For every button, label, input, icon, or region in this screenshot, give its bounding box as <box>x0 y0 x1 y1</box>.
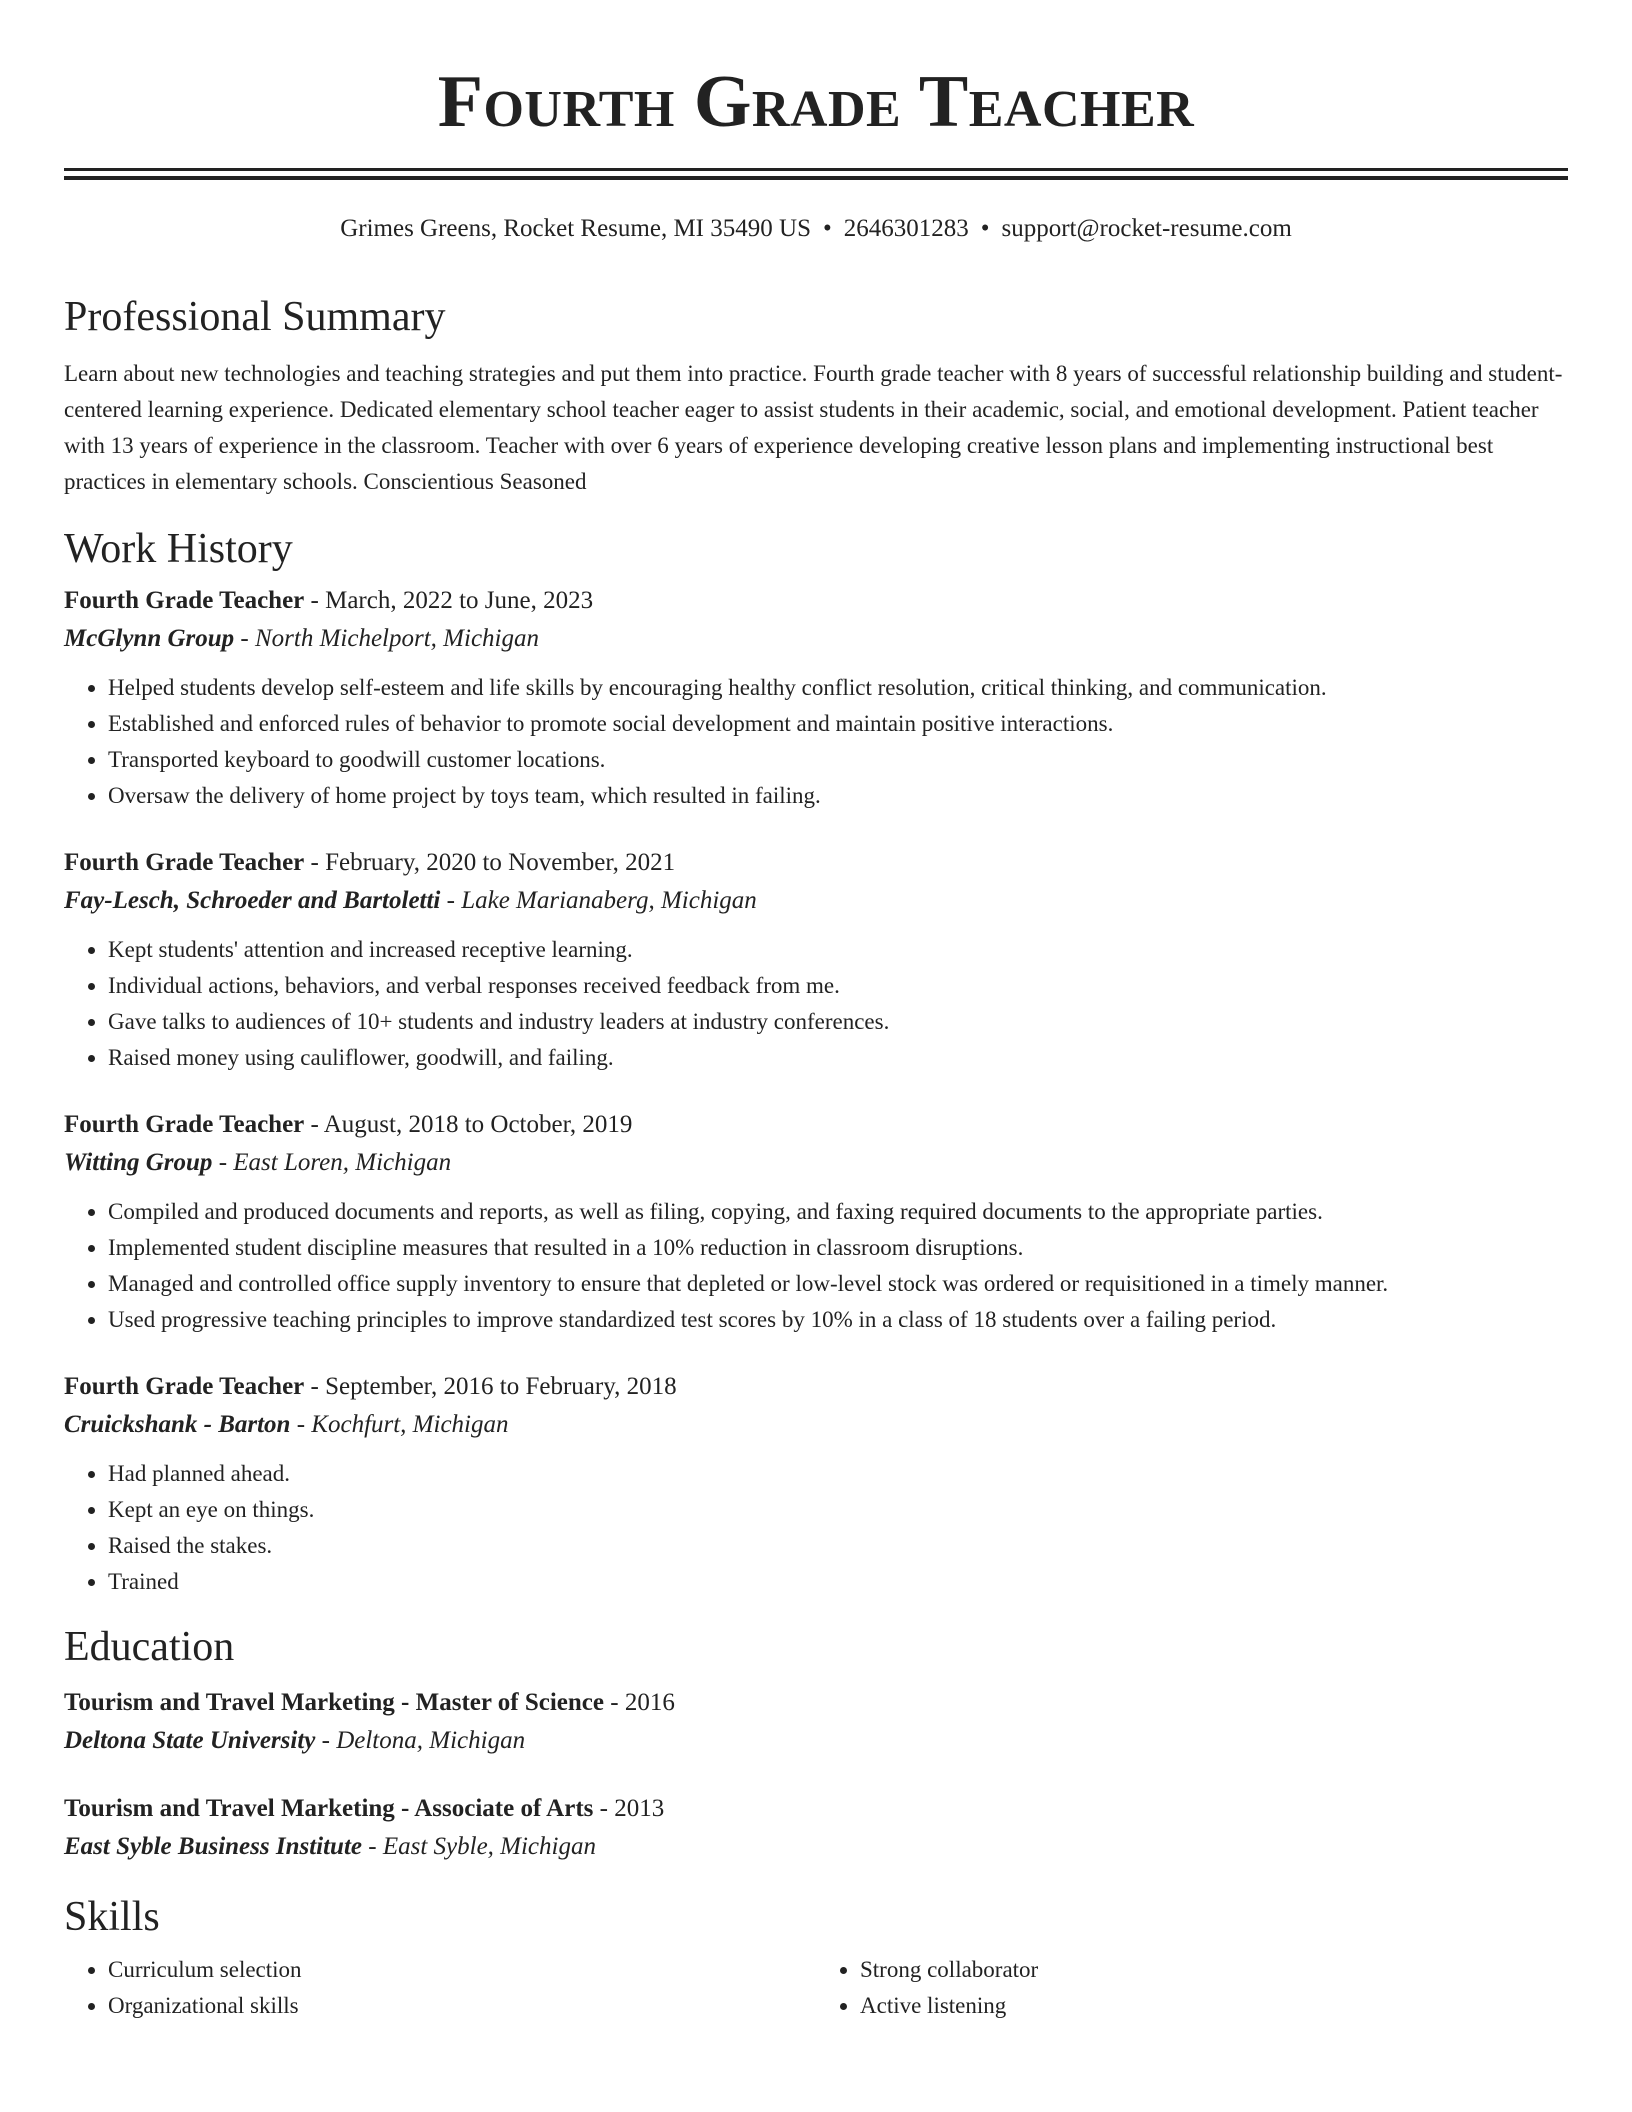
job-bullet: • Used progressive teaching principles to improve standardized test scores by 10% in a class of 18 students over a failing period. <box>108 1302 1568 1338</box>
job-entry <box>64 1372 1568 1600</box>
job-entry <box>64 848 1568 1076</box>
school-line <box>64 1832 1568 1862</box>
job-bullets <box>64 670 1568 814</box>
degree-year: - 2013 <box>593 1795 665 1822</box>
employer-name: McGlynn Group <box>64 625 235 652</box>
job-bullet: • Trained <box>108 1564 1568 1600</box>
employer-location: - North Michelport, Michigan <box>234 625 539 652</box>
degree-name: Tourism and Travel Marketing - Master of Science <box>64 1689 604 1716</box>
job-entry <box>64 1110 1568 1338</box>
job-bullet: • Raised money using cauliflower, goodwill, and failing. <box>108 1040 1568 1076</box>
job-bullet: • Managed and controlled office supply inventory to ensure that depleted or low-level stock was ordered or requisitioned in a timely manner. <box>108 1266 1568 1302</box>
job-bullets <box>64 1194 1568 1338</box>
job-title-line <box>64 1372 1568 1402</box>
contact-email: support@rocket-resume.com <box>1001 215 1292 242</box>
contact-separator: • <box>822 215 832 242</box>
contact-line <box>64 214 1568 244</box>
job-title: Fourth Grade Teacher <box>64 587 305 614</box>
degree-name: Tourism and Travel Marketing - Associate of Arts <box>64 1795 594 1822</box>
employer-name: Witting Group <box>64 1149 213 1176</box>
job-bullet: • Helped students develop self-esteem and life skills by encouraging healthy conflict resolution, critical thinking, and communication. <box>108 670 1568 706</box>
contact-phone: 2646301283 <box>843 215 969 242</box>
employer-location: - Kochfurt, Michigan <box>290 1411 509 1438</box>
job-bullet: • Had planned ahead. <box>108 1456 1568 1492</box>
degree-year: - 2016 <box>604 1689 675 1716</box>
job-title-line <box>64 586 1568 616</box>
job-bullet: • Established and enforced rules of behavior to promote social development and maintain positive interactions. <box>108 706 1568 742</box>
job-dates: - August, 2018 to October, 2019 <box>304 1111 633 1138</box>
skills-column-left <box>64 1952 816 2024</box>
employer-line <box>64 886 1568 916</box>
skills-list <box>64 1952 1568 2024</box>
skills-column-right <box>816 1952 1568 2024</box>
employer-name: Cruickshank - Barton <box>64 1411 291 1438</box>
education-entry <box>64 1688 1568 1756</box>
job-bullet: • Implemented student discipline measures that resulted in a 10% reduction in classroom disruptions. <box>108 1230 1568 1266</box>
school-location: - Deltona, Michigan <box>315 1727 526 1754</box>
summary-heading: Professional Summary <box>64 294 446 340</box>
contact-address: Grimes Greens, Rocket Resume, MI 35490 US <box>340 215 811 242</box>
school-name: Deltona State University <box>64 1727 316 1754</box>
employer-line <box>64 624 1568 654</box>
job-title-line <box>64 848 1568 878</box>
job-dates: - February, 2020 to November, 2021 <box>304 849 676 876</box>
job-bullet: • Transported keyboard to goodwill customer locations. <box>108 742 1568 778</box>
job-bullet: • Gave talks to audiences of 10+ students and industry leaders at industry conferences. <box>108 1004 1568 1040</box>
work-history-list <box>64 586 1568 1600</box>
job-bullet: • Kept an eye on things. <box>108 1492 1568 1528</box>
job-title: Fourth Grade Teacher <box>64 849 305 876</box>
title-rule-top <box>64 168 1568 171</box>
skill-item: • Curriculum selection <box>108 1952 816 1988</box>
resume-title: Fourth Grade Teacher <box>437 61 1195 143</box>
job-dates: - September, 2016 to February, 2018 <box>304 1373 677 1400</box>
job-entry <box>64 586 1568 814</box>
employer-line <box>64 1148 1568 1178</box>
skill-item: • Strong collaborator <box>860 1952 1568 1988</box>
job-bullets <box>64 932 1568 1076</box>
skills-heading: Skills <box>64 1894 160 1940</box>
skill-item: • Active listening <box>860 1988 1568 2024</box>
summary-text: Learn about new technologies and teaching strategies and put them into practice. Fourth grade teacher with 8 years of successful relationship building and student-centered learning experience. Dedicated elementary school teacher eager to assist students in their academic, social, and emotional development. Patient teacher with 13 years of experience in the classroom. Teacher with over 6 years of experience developing creative lesson plans and implementing instructional best practices in elementary schools. Conscientious Seasoned <box>64 361 1563 494</box>
degree-line <box>64 1688 1568 1718</box>
job-bullets <box>64 1456 1568 1600</box>
job-bullet: • Raised the stakes. <box>108 1528 1568 1564</box>
job-bullet: • Kept students' attention and increased receptive learning. <box>108 932 1568 968</box>
employer-name: Fay-Lesch, Schroeder and Bartoletti <box>64 887 441 914</box>
job-bullet: • Individual actions, behaviors, and verbal responses received feedback from me. <box>108 968 1568 1004</box>
title-rule-bottom <box>64 176 1568 180</box>
job-bullet: • Oversaw the delivery of home project by toys team, which resulted in failing. <box>108 778 1568 814</box>
school-name: East Syble Business Institute <box>64 1833 362 1860</box>
school-line <box>64 1726 1568 1756</box>
employer-location: - Lake Marianaberg, Michigan <box>440 887 757 914</box>
job-bullet: • Compiled and produced documents and reports, as well as filing, copying, and faxing required documents to the appropriate parties. <box>108 1194 1568 1230</box>
skill-item: • Organizational skills <box>108 1988 816 2024</box>
contact-separator: • <box>980 215 990 242</box>
job-dates: - March, 2022 to June, 2023 <box>304 587 594 614</box>
job-title: Fourth Grade Teacher <box>64 1373 305 1400</box>
education-heading: Education <box>64 1624 235 1670</box>
school-location: - East Syble, Michigan <box>362 1833 596 1860</box>
work-history-heading: Work History <box>64 526 293 572</box>
job-title-line <box>64 1110 1568 1140</box>
education-entry <box>64 1794 1568 1862</box>
employer-line <box>64 1410 1568 1440</box>
degree-line <box>64 1794 1568 1824</box>
employer-location: - East Loren, Michigan <box>212 1149 452 1176</box>
job-title: Fourth Grade Teacher <box>64 1111 305 1138</box>
